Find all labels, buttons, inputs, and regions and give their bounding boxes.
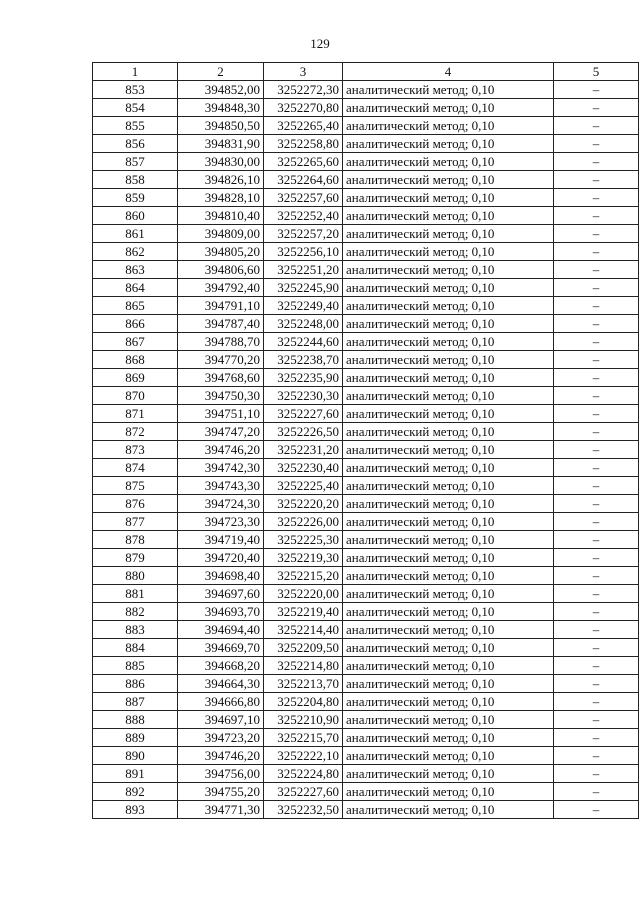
x-coordinate-cell: 394723,20 — [178, 729, 264, 747]
x-coordinate-cell: 394669,70 — [178, 639, 264, 657]
table-row — [93, 531, 639, 549]
note-cell: – — [554, 531, 639, 549]
point-number-cell: 855 — [93, 117, 178, 135]
method-accuracy-cell: аналитический метод; 0,10 — [343, 585, 554, 603]
point-number-cell: 865 — [93, 297, 178, 315]
table-row — [93, 693, 639, 711]
y-coordinate-cell: 3252230,30 — [264, 387, 343, 405]
point-number-cell: 862 — [93, 243, 178, 261]
y-coordinate-cell: 3252226,50 — [264, 423, 343, 441]
method-accuracy-cell: аналитический метод; 0,10 — [343, 333, 554, 351]
x-coordinate-cell: 394746,20 — [178, 441, 264, 459]
y-coordinate-cell: 3252270,80 — [264, 99, 343, 117]
y-coordinate-cell: 3252244,60 — [264, 333, 343, 351]
method-accuracy-cell: аналитический метод; 0,10 — [343, 171, 554, 189]
x-coordinate-cell: 394848,30 — [178, 99, 264, 117]
point-number-cell: 854 — [93, 99, 178, 117]
note-cell: – — [554, 747, 639, 765]
method-accuracy-cell: аналитический метод; 0,10 — [343, 495, 554, 513]
method-accuracy-cell: аналитический метод; 0,10 — [343, 225, 554, 243]
point-number-cell: 873 — [93, 441, 178, 459]
x-coordinate-cell: 394719,40 — [178, 531, 264, 549]
method-accuracy-cell: аналитический метод; 0,10 — [343, 153, 554, 171]
table-row — [93, 567, 639, 585]
point-number-cell: 870 — [93, 387, 178, 405]
page-number: 129 — [310, 36, 330, 51]
point-number-cell: 860 — [93, 207, 178, 225]
x-coordinate-cell: 394791,10 — [178, 297, 264, 315]
method-accuracy-cell: аналитический метод; 0,10 — [343, 711, 554, 729]
note-cell: – — [554, 585, 639, 603]
method-accuracy-cell: аналитический метод; 0,10 — [343, 801, 554, 819]
point-number-cell: 887 — [93, 693, 178, 711]
method-accuracy-cell: аналитический метод; 0,10 — [343, 243, 554, 261]
method-accuracy-cell: аналитический метод; 0,10 — [343, 603, 554, 621]
note-cell: – — [554, 333, 639, 351]
point-number-cell: 882 — [93, 603, 178, 621]
y-coordinate-cell: 3252238,70 — [264, 351, 343, 369]
table-row — [93, 801, 639, 819]
table-row — [93, 639, 639, 657]
note-cell: – — [554, 315, 639, 333]
table-row — [93, 459, 639, 477]
x-coordinate-cell: 394831,90 — [178, 135, 264, 153]
x-coordinate-cell: 394828,10 — [178, 189, 264, 207]
point-number-cell: 876 — [93, 495, 178, 513]
x-coordinate-cell: 394698,40 — [178, 567, 264, 585]
x-coordinate-cell: 394723,30 — [178, 513, 264, 531]
method-accuracy-cell: аналитический метод; 0,10 — [343, 279, 554, 297]
note-cell: – — [554, 693, 639, 711]
table-body — [93, 81, 639, 819]
y-coordinate-cell: 3252226,00 — [264, 513, 343, 531]
point-number-cell: 863 — [93, 261, 178, 279]
x-coordinate-cell: 394771,30 — [178, 801, 264, 819]
table-row — [93, 171, 639, 189]
method-accuracy-cell: аналитический метод; 0,10 — [343, 81, 554, 99]
x-coordinate-cell: 394668,20 — [178, 657, 264, 675]
point-number-cell: 875 — [93, 477, 178, 495]
point-number-cell: 853 — [93, 81, 178, 99]
note-cell: – — [554, 513, 639, 531]
method-accuracy-cell: аналитический метод; 0,10 — [343, 765, 554, 783]
table-row — [93, 135, 639, 153]
x-coordinate-cell: 394750,30 — [178, 387, 264, 405]
x-coordinate-cell: 394826,10 — [178, 171, 264, 189]
table-row — [93, 333, 639, 351]
x-coordinate-cell: 394693,70 — [178, 603, 264, 621]
point-number-cell: 893 — [93, 801, 178, 819]
table-row — [93, 783, 639, 801]
note-cell: – — [554, 189, 639, 207]
note-cell: – — [554, 387, 639, 405]
table-row — [93, 207, 639, 225]
note-cell: – — [554, 117, 639, 135]
point-number-cell: 885 — [93, 657, 178, 675]
table-row — [93, 513, 639, 531]
y-coordinate-cell: 3252224,80 — [264, 765, 343, 783]
note-cell: – — [554, 423, 639, 441]
method-accuracy-cell: аналитический метод; 0,10 — [343, 675, 554, 693]
point-number-cell: 877 — [93, 513, 178, 531]
y-coordinate-cell: 3252225,40 — [264, 477, 343, 495]
table-row — [93, 747, 639, 765]
x-coordinate-cell: 394805,20 — [178, 243, 264, 261]
y-coordinate-cell: 3252219,40 — [264, 603, 343, 621]
table-row — [93, 315, 639, 333]
y-coordinate-cell: 3252215,20 — [264, 567, 343, 585]
x-coordinate-cell: 394852,00 — [178, 81, 264, 99]
table-row — [93, 279, 639, 297]
y-coordinate-cell: 3252265,40 — [264, 117, 343, 135]
method-accuracy-cell: аналитический метод; 0,10 — [343, 387, 554, 405]
x-coordinate-cell: 394810,40 — [178, 207, 264, 225]
header-col-5: 5 — [554, 63, 639, 81]
note-cell: – — [554, 675, 639, 693]
x-coordinate-cell: 394755,20 — [178, 783, 264, 801]
point-number-cell: 868 — [93, 351, 178, 369]
table-row — [93, 153, 639, 171]
table-row — [93, 711, 639, 729]
y-coordinate-cell: 3252219,30 — [264, 549, 343, 567]
y-coordinate-cell: 3252220,00 — [264, 585, 343, 603]
x-coordinate-cell: 394664,30 — [178, 675, 264, 693]
method-accuracy-cell: аналитический метод; 0,10 — [343, 117, 554, 135]
x-coordinate-cell: 394751,10 — [178, 405, 264, 423]
y-coordinate-cell: 3252249,40 — [264, 297, 343, 315]
table-row — [93, 729, 639, 747]
note-cell: – — [554, 297, 639, 315]
point-number-cell: 881 — [93, 585, 178, 603]
x-coordinate-cell: 394720,40 — [178, 549, 264, 567]
y-coordinate-cell: 3252258,80 — [264, 135, 343, 153]
point-number-cell: 890 — [93, 747, 178, 765]
point-number-cell: 891 — [93, 765, 178, 783]
method-accuracy-cell: аналитический метод; 0,10 — [343, 351, 554, 369]
y-coordinate-cell: 3252245,90 — [264, 279, 343, 297]
note-cell: – — [554, 351, 639, 369]
x-coordinate-cell: 394770,20 — [178, 351, 264, 369]
point-number-cell: 858 — [93, 171, 178, 189]
point-number-cell: 856 — [93, 135, 178, 153]
y-coordinate-cell: 3252248,00 — [264, 315, 343, 333]
y-coordinate-cell: 3252232,50 — [264, 801, 343, 819]
y-coordinate-cell: 3252252,40 — [264, 207, 343, 225]
point-number-cell: 874 — [93, 459, 178, 477]
method-accuracy-cell: аналитический метод; 0,10 — [343, 783, 554, 801]
y-coordinate-cell: 3252227,60 — [264, 405, 343, 423]
header-col-1: 1 — [93, 63, 178, 81]
y-coordinate-cell: 3252257,20 — [264, 225, 343, 243]
y-coordinate-cell: 3252222,10 — [264, 747, 343, 765]
y-coordinate-cell: 3252251,20 — [264, 261, 343, 279]
method-accuracy-cell: аналитический метод; 0,10 — [343, 441, 554, 459]
point-number-cell: 886 — [93, 675, 178, 693]
table-row — [93, 81, 639, 99]
note-cell: – — [554, 603, 639, 621]
point-number-cell: 883 — [93, 621, 178, 639]
table-row — [93, 675, 639, 693]
table-row — [93, 477, 639, 495]
table-row — [93, 621, 639, 639]
method-accuracy-cell: аналитический метод; 0,10 — [343, 369, 554, 387]
method-accuracy-cell: аналитический метод; 0,10 — [343, 261, 554, 279]
y-coordinate-cell: 3252214,80 — [264, 657, 343, 675]
method-accuracy-cell: аналитический метод; 0,10 — [343, 513, 554, 531]
x-coordinate-cell: 394697,10 — [178, 711, 264, 729]
note-cell: – — [554, 765, 639, 783]
y-coordinate-cell: 3252209,50 — [264, 639, 343, 657]
table-row — [93, 189, 639, 207]
point-number-cell: 859 — [93, 189, 178, 207]
note-cell: – — [554, 153, 639, 171]
note-cell: – — [554, 171, 639, 189]
note-cell: – — [554, 441, 639, 459]
method-accuracy-cell: аналитический метод; 0,10 — [343, 297, 554, 315]
x-coordinate-cell: 394809,00 — [178, 225, 264, 243]
point-number-cell: 880 — [93, 567, 178, 585]
table-row — [93, 243, 639, 261]
point-number-cell: 888 — [93, 711, 178, 729]
point-number-cell: 867 — [93, 333, 178, 351]
point-number-cell: 866 — [93, 315, 178, 333]
point-number-cell: 879 — [93, 549, 178, 567]
note-cell: – — [554, 81, 639, 99]
x-coordinate-cell: 394792,40 — [178, 279, 264, 297]
table-row — [93, 369, 639, 387]
table-row — [93, 585, 639, 603]
point-number-cell: 884 — [93, 639, 178, 657]
y-coordinate-cell: 3252235,90 — [264, 369, 343, 387]
coordinates-table — [92, 62, 639, 819]
method-accuracy-cell: аналитический метод; 0,10 — [343, 549, 554, 567]
point-number-cell: 892 — [93, 783, 178, 801]
header-row — [93, 63, 639, 81]
note-cell: – — [554, 225, 639, 243]
note-cell: – — [554, 135, 639, 153]
point-number-cell: 857 — [93, 153, 178, 171]
y-coordinate-cell: 3252214,40 — [264, 621, 343, 639]
method-accuracy-cell: аналитический метод; 0,10 — [343, 639, 554, 657]
table-row — [93, 261, 639, 279]
note-cell: – — [554, 477, 639, 495]
method-accuracy-cell: аналитический метод; 0,10 — [343, 459, 554, 477]
x-coordinate-cell: 394746,20 — [178, 747, 264, 765]
y-coordinate-cell: 3252215,70 — [264, 729, 343, 747]
y-coordinate-cell: 3252220,20 — [264, 495, 343, 513]
x-coordinate-cell: 394742,30 — [178, 459, 264, 477]
table-row — [93, 441, 639, 459]
note-cell: – — [554, 495, 639, 513]
x-coordinate-cell: 394724,30 — [178, 495, 264, 513]
note-cell: – — [554, 459, 639, 477]
note-cell: – — [554, 567, 639, 585]
table-header — [93, 63, 639, 81]
note-cell: – — [554, 261, 639, 279]
method-accuracy-cell: аналитический метод; 0,10 — [343, 567, 554, 585]
method-accuracy-cell: аналитический метод; 0,10 — [343, 477, 554, 495]
y-coordinate-cell: 3252213,70 — [264, 675, 343, 693]
y-coordinate-cell: 3252227,60 — [264, 783, 343, 801]
x-coordinate-cell: 394756,00 — [178, 765, 264, 783]
method-accuracy-cell: аналитический метод; 0,10 — [343, 531, 554, 549]
note-cell: – — [554, 243, 639, 261]
note-cell: – — [554, 549, 639, 567]
header-col-2: 2 — [178, 63, 264, 81]
header-col-4: 4 — [343, 63, 554, 81]
table-row — [93, 297, 639, 315]
method-accuracy-cell: аналитический метод; 0,10 — [343, 405, 554, 423]
note-cell: – — [554, 639, 639, 657]
y-coordinate-cell: 3252265,60 — [264, 153, 343, 171]
table-row — [93, 351, 639, 369]
table-row — [93, 549, 639, 567]
y-coordinate-cell: 3252264,60 — [264, 171, 343, 189]
note-cell: – — [554, 207, 639, 225]
point-number-cell: 864 — [93, 279, 178, 297]
point-number-cell: 871 — [93, 405, 178, 423]
x-coordinate-cell: 394830,00 — [178, 153, 264, 171]
note-cell: – — [554, 801, 639, 819]
x-coordinate-cell: 394850,50 — [178, 117, 264, 135]
y-coordinate-cell: 3252272,30 — [264, 81, 343, 99]
table-row — [93, 405, 639, 423]
x-coordinate-cell: 394806,60 — [178, 261, 264, 279]
table-row — [93, 603, 639, 621]
x-coordinate-cell: 394697,60 — [178, 585, 264, 603]
table-row — [93, 387, 639, 405]
x-coordinate-cell: 394787,40 — [178, 315, 264, 333]
table-row — [93, 657, 639, 675]
note-cell: – — [554, 657, 639, 675]
method-accuracy-cell: аналитический метод; 0,10 — [343, 315, 554, 333]
y-coordinate-cell: 3252204,80 — [264, 693, 343, 711]
note-cell: – — [554, 369, 639, 387]
x-coordinate-cell: 394743,30 — [178, 477, 264, 495]
x-coordinate-cell: 394747,20 — [178, 423, 264, 441]
point-number-cell: 872 — [93, 423, 178, 441]
y-coordinate-cell: 3252257,60 — [264, 189, 343, 207]
note-cell: – — [554, 279, 639, 297]
table-row — [93, 423, 639, 441]
table-row — [93, 225, 639, 243]
y-coordinate-cell: 3252210,90 — [264, 711, 343, 729]
note-cell: – — [554, 729, 639, 747]
y-coordinate-cell: 3252225,30 — [264, 531, 343, 549]
method-accuracy-cell: аналитический метод; 0,10 — [343, 747, 554, 765]
method-accuracy-cell: аналитический метод; 0,10 — [343, 693, 554, 711]
point-number-cell: 878 — [93, 531, 178, 549]
table-row — [93, 765, 639, 783]
note-cell: – — [554, 783, 639, 801]
point-number-cell: 889 — [93, 729, 178, 747]
method-accuracy-cell: аналитический метод; 0,10 — [343, 621, 554, 639]
x-coordinate-cell: 394666,80 — [178, 693, 264, 711]
header-col-3: 3 — [264, 63, 343, 81]
note-cell: – — [554, 405, 639, 423]
table-row — [93, 99, 639, 117]
table-row — [93, 117, 639, 135]
method-accuracy-cell: аналитический метод; 0,10 — [343, 99, 554, 117]
note-cell: – — [554, 99, 639, 117]
point-number-cell: 861 — [93, 225, 178, 243]
method-accuracy-cell: аналитический метод; 0,10 — [343, 423, 554, 441]
y-coordinate-cell: 3252230,40 — [264, 459, 343, 477]
x-coordinate-cell: 394694,40 — [178, 621, 264, 639]
method-accuracy-cell: аналитический метод; 0,10 — [343, 189, 554, 207]
method-accuracy-cell: аналитический метод; 0,10 — [343, 657, 554, 675]
note-cell: – — [554, 621, 639, 639]
point-number-cell: 869 — [93, 369, 178, 387]
note-cell: – — [554, 711, 639, 729]
method-accuracy-cell: аналитический метод; 0,10 — [343, 135, 554, 153]
x-coordinate-cell: 394788,70 — [178, 333, 264, 351]
y-coordinate-cell: 3252256,10 — [264, 243, 343, 261]
method-accuracy-cell: аналитический метод; 0,10 — [343, 207, 554, 225]
method-accuracy-cell: аналитический метод; 0,10 — [343, 729, 554, 747]
y-coordinate-cell: 3252231,20 — [264, 441, 343, 459]
table-row — [93, 495, 639, 513]
x-coordinate-cell: 394768,60 — [178, 369, 264, 387]
